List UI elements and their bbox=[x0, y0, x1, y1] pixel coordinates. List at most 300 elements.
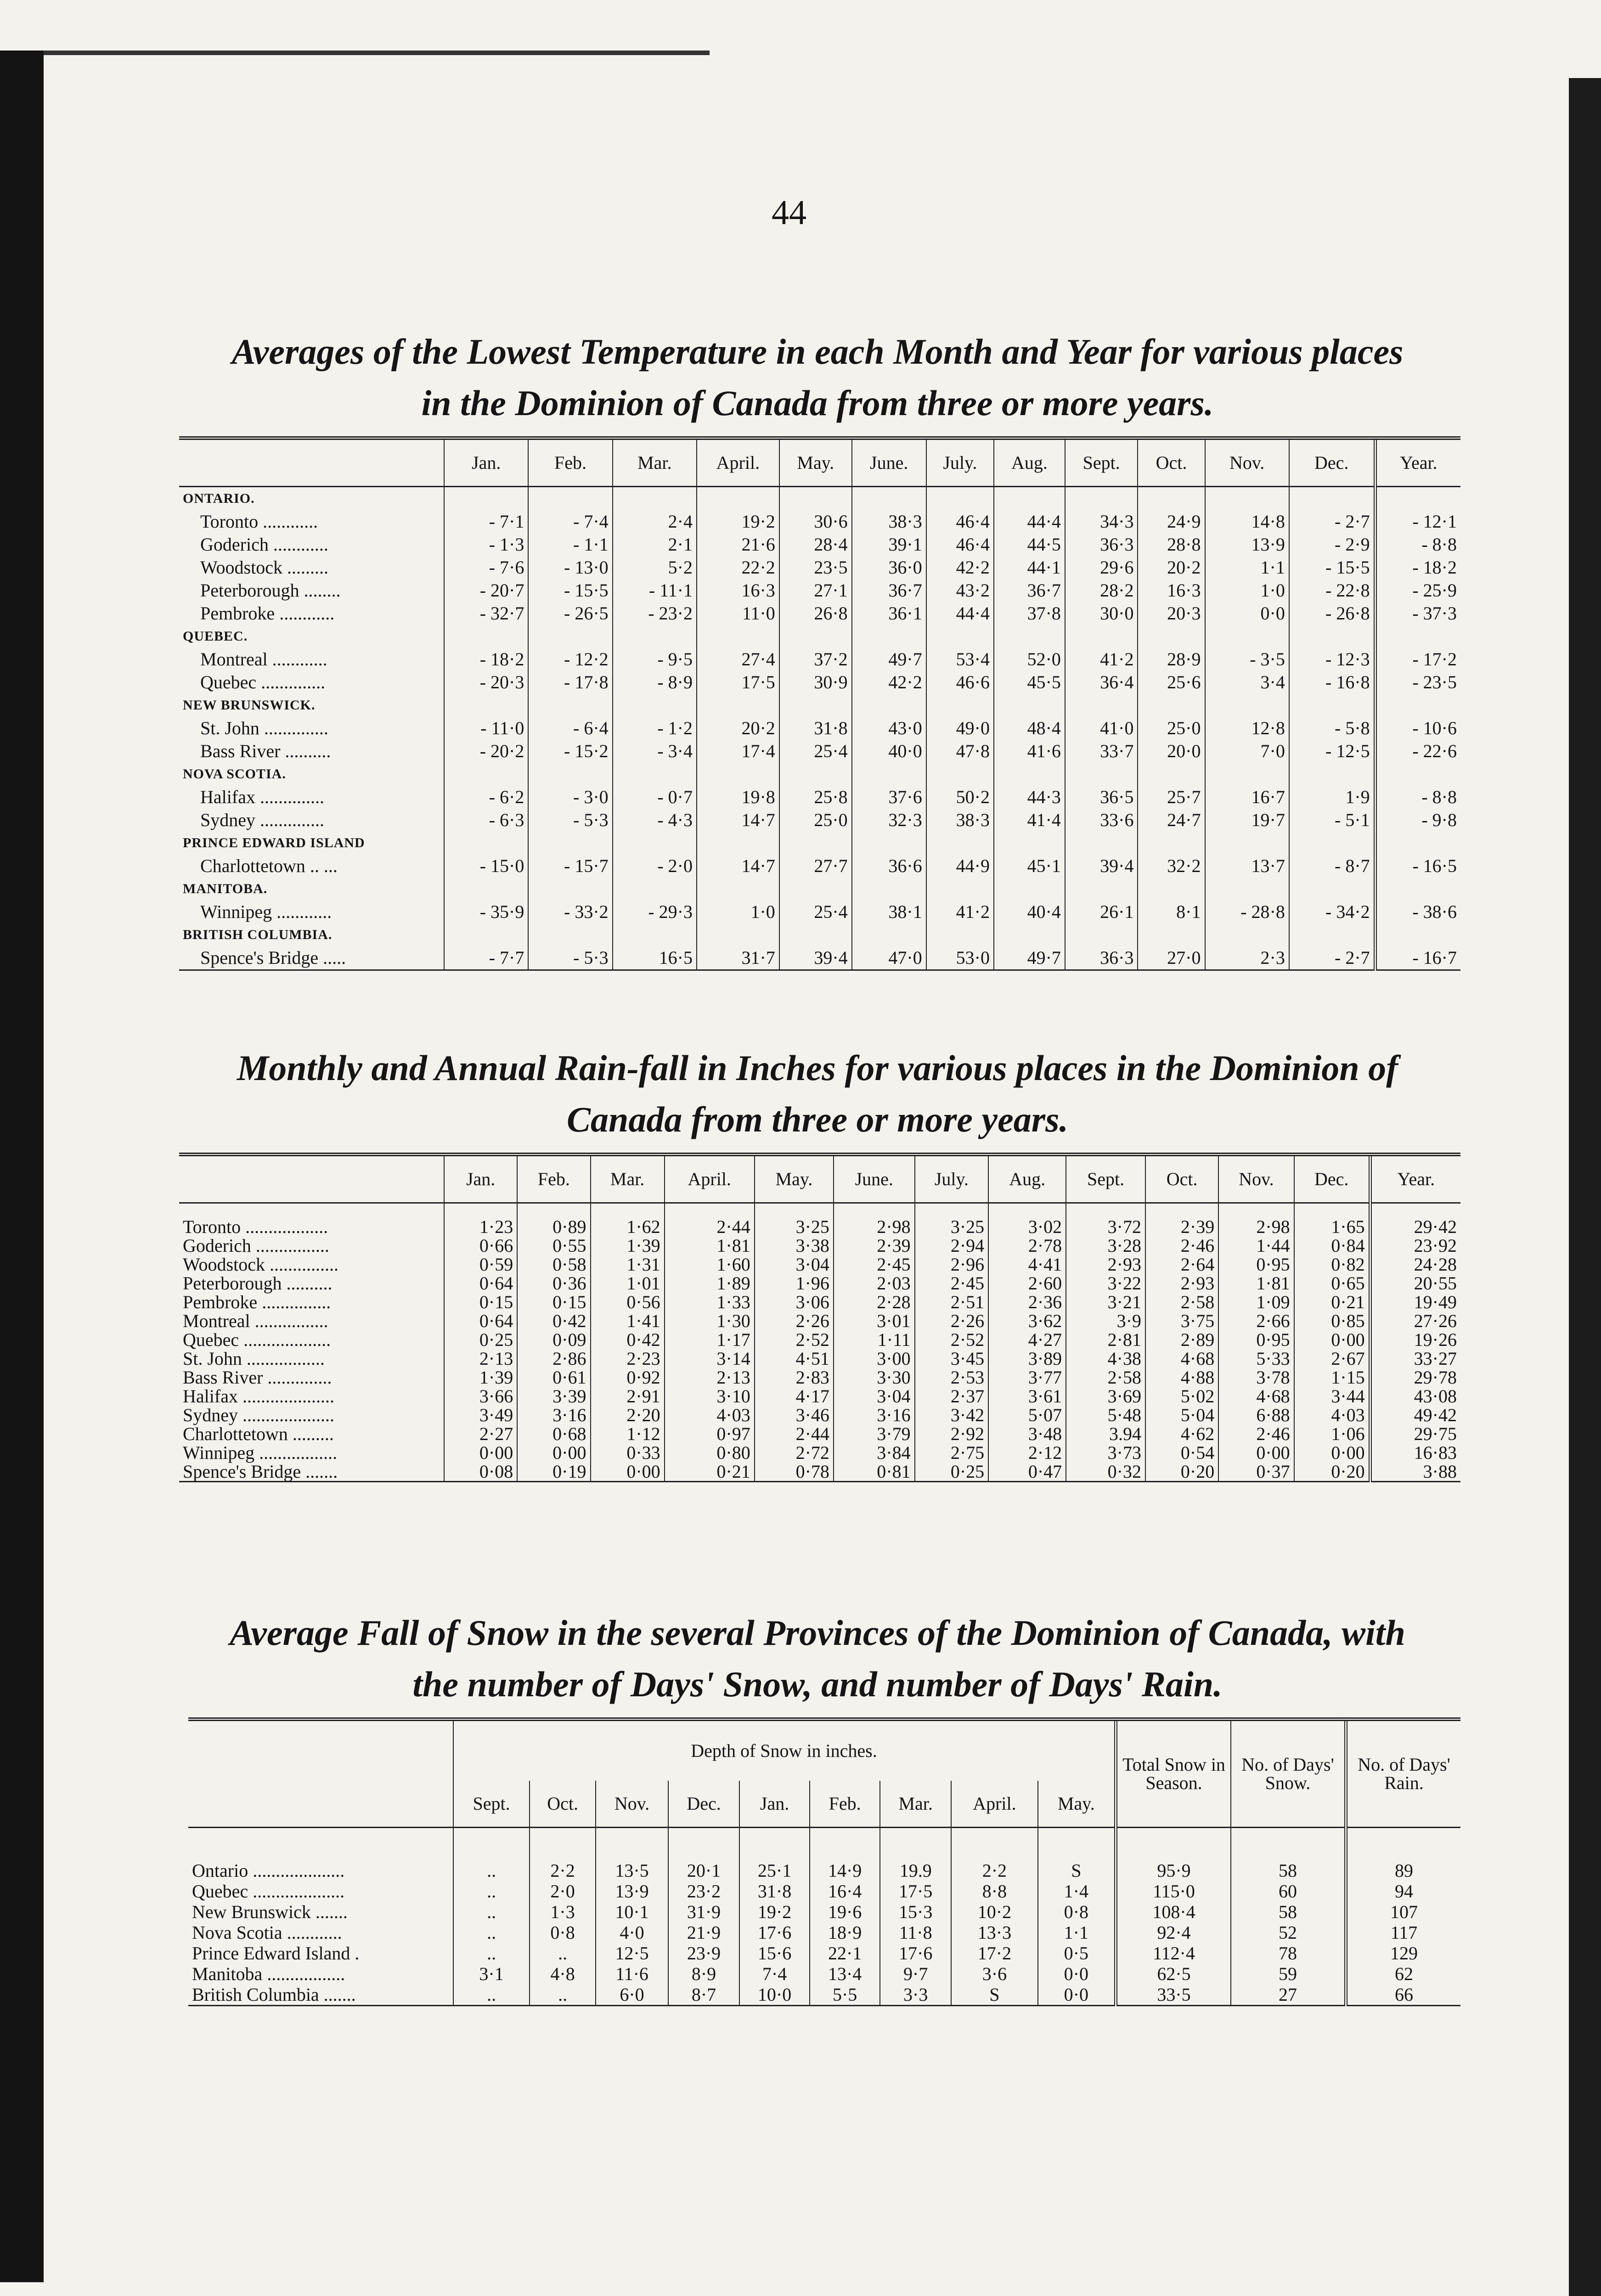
empty-cell bbox=[613, 625, 697, 648]
column-header: Oct. bbox=[1138, 438, 1205, 487]
empty-cell bbox=[852, 763, 926, 786]
value-cell: 0·20 bbox=[1145, 1462, 1218, 1482]
value-cell: 3·69 bbox=[1066, 1387, 1145, 1406]
value-cell: 0·47 bbox=[988, 1462, 1066, 1482]
region-row bbox=[179, 694, 1460, 717]
empty-cell bbox=[1375, 878, 1460, 900]
value-cell: 24·28 bbox=[1370, 1255, 1460, 1274]
value-cell: - 23·2 bbox=[613, 602, 697, 625]
value-cell: 2·64 bbox=[1145, 1255, 1218, 1274]
value-cell: 2·13 bbox=[444, 1349, 517, 1368]
value-cell: - 32·7 bbox=[444, 602, 528, 625]
value-cell: 18·9 bbox=[810, 1922, 880, 1943]
value-cell: 60 bbox=[1231, 1881, 1346, 1902]
value-cell: 2·45 bbox=[834, 1255, 915, 1274]
value-cell: 2·58 bbox=[1145, 1293, 1218, 1311]
value-cell: 31·7 bbox=[697, 946, 779, 970]
value-cell: 1·81 bbox=[1218, 1274, 1294, 1293]
value-cell: 5·33 bbox=[1218, 1349, 1294, 1368]
value-cell: 5·04 bbox=[1145, 1406, 1218, 1424]
value-cell: 3·42 bbox=[915, 1406, 989, 1424]
value-cell: 3·02 bbox=[988, 1203, 1066, 1237]
value-cell: 3·62 bbox=[988, 1311, 1066, 1330]
region-heading: BRITISH COLUMBIA. bbox=[183, 927, 333, 942]
value-cell: - 9·8 bbox=[1375, 809, 1460, 832]
value-cell: 8·8 bbox=[951, 1881, 1038, 1902]
value-cell: 36·7 bbox=[852, 579, 926, 602]
value-cell: 43·2 bbox=[926, 579, 994, 602]
value-cell: 31·8 bbox=[739, 1881, 810, 1902]
value-cell: 16·4 bbox=[810, 1881, 880, 1902]
column-header: Year. bbox=[1375, 438, 1460, 487]
value-cell: 2·96 bbox=[915, 1255, 989, 1274]
month-header: Jan. bbox=[739, 1781, 810, 1828]
column-header: Sept. bbox=[1065, 438, 1138, 487]
table-row bbox=[188, 1881, 1460, 1902]
value-cell: 14·8 bbox=[1205, 510, 1289, 533]
value-cell: 1·89 bbox=[665, 1274, 755, 1293]
empty-cell bbox=[528, 763, 612, 786]
table-row bbox=[179, 579, 1460, 602]
value-cell: 1·62 bbox=[591, 1203, 665, 1237]
value-cell: 1·23 bbox=[444, 1203, 517, 1237]
region-row bbox=[179, 625, 1460, 648]
value-cell: 0·64 bbox=[444, 1274, 517, 1293]
value-cell: 0·42 bbox=[591, 1330, 665, 1349]
value-cell: 3·01 bbox=[834, 1311, 915, 1330]
value-cell: 25·4 bbox=[779, 900, 852, 923]
value-cell: 0·65 bbox=[1294, 1274, 1370, 1293]
empty-cell bbox=[528, 487, 612, 511]
value-cell: - 17·2 bbox=[1375, 648, 1460, 671]
place-name: Bass River .............. bbox=[183, 1367, 332, 1388]
place-name: Bass River .......... bbox=[200, 741, 331, 761]
column-header: April. bbox=[697, 438, 779, 487]
place-name: Peterborough ........ bbox=[200, 580, 341, 601]
empty-cell bbox=[926, 763, 994, 786]
empty-cell bbox=[926, 487, 994, 511]
empty-cell bbox=[1289, 487, 1375, 511]
value-cell: 23·2 bbox=[668, 1881, 739, 1902]
value-cell: 2·78 bbox=[988, 1236, 1066, 1255]
empty-cell bbox=[779, 923, 852, 946]
value-cell: 17·6 bbox=[880, 1943, 951, 1964]
value-cell: 2·2 bbox=[530, 1828, 596, 1881]
value-cell: 2·39 bbox=[834, 1236, 915, 1255]
value-cell: 3·77 bbox=[988, 1368, 1066, 1387]
value-cell: 0·00 bbox=[591, 1462, 665, 1482]
value-cell: 43·0 bbox=[852, 717, 926, 740]
value-cell: 3·49 bbox=[444, 1406, 517, 1424]
value-cell: 3·00 bbox=[834, 1349, 915, 1368]
value-cell: - 18·2 bbox=[444, 648, 528, 671]
value-cell: 0·8 bbox=[530, 1922, 596, 1943]
empty-cell bbox=[1375, 487, 1460, 511]
value-cell: - 8·8 bbox=[1375, 786, 1460, 809]
value-cell: 1·0 bbox=[1205, 579, 1289, 602]
value-cell: 3·44 bbox=[1294, 1387, 1370, 1406]
empty-cell bbox=[779, 694, 852, 717]
value-cell: 2·81 bbox=[1066, 1330, 1145, 1349]
value-cell: - 2·7 bbox=[1289, 946, 1375, 970]
place-name: Quebec .................... bbox=[192, 1880, 345, 1902]
value-cell: 4·62 bbox=[1145, 1424, 1218, 1443]
table-row bbox=[179, 556, 1460, 579]
table-row bbox=[179, 809, 1460, 832]
value-cell: 0·95 bbox=[1218, 1255, 1294, 1274]
table-row bbox=[179, 717, 1460, 740]
value-cell: 3·88 bbox=[1370, 1462, 1460, 1482]
empty-cell bbox=[1289, 625, 1375, 648]
value-cell: 2·28 bbox=[834, 1293, 915, 1311]
empty-cell bbox=[1138, 923, 1205, 946]
value-cell: - 1·2 bbox=[613, 717, 697, 740]
value-cell: 45·5 bbox=[994, 671, 1065, 694]
value-cell: - 10·6 bbox=[1375, 717, 1460, 740]
value-cell: 31·8 bbox=[779, 717, 852, 740]
value-cell: - 7·6 bbox=[444, 556, 528, 579]
value-cell: 19·26 bbox=[1370, 1330, 1460, 1349]
value-cell: 3·10 bbox=[665, 1387, 755, 1406]
empty-cell bbox=[852, 832, 926, 855]
value-cell: 94 bbox=[1346, 1881, 1461, 1902]
empty-cell bbox=[779, 878, 852, 900]
value-cell: 5·02 bbox=[1145, 1387, 1218, 1406]
value-cell: 2·46 bbox=[1145, 1236, 1218, 1255]
value-cell: 78 bbox=[1231, 1943, 1346, 1964]
scan-top-edge bbox=[44, 51, 710, 55]
value-cell: 0·42 bbox=[517, 1311, 590, 1330]
place-name: Toronto ............ bbox=[200, 511, 318, 532]
column-header: May. bbox=[779, 438, 852, 487]
value-cell: - 4·3 bbox=[613, 809, 697, 832]
value-cell: 0·09 bbox=[517, 1330, 590, 1349]
empty-cell bbox=[926, 832, 994, 855]
table-row bbox=[179, 1387, 1460, 1406]
value-cell: 4·8 bbox=[530, 1964, 596, 1984]
value-cell: - 16·5 bbox=[1375, 855, 1460, 878]
place-header bbox=[188, 1719, 453, 1828]
value-cell: S bbox=[1038, 1828, 1116, 1881]
value-cell: 11·0 bbox=[697, 602, 779, 625]
value-cell: - 22·6 bbox=[1375, 740, 1460, 763]
value-cell: - 6·4 bbox=[528, 717, 612, 740]
value-cell: 4·38 bbox=[1066, 1349, 1145, 1368]
column-header: Mar. bbox=[613, 438, 697, 487]
value-cell: 0·08 bbox=[444, 1462, 517, 1482]
column-header: Feb. bbox=[528, 438, 612, 487]
value-cell: 17·2 bbox=[951, 1943, 1038, 1964]
value-cell: 0·15 bbox=[517, 1293, 590, 1311]
value-cell: - 22·8 bbox=[1289, 579, 1375, 602]
table-row bbox=[179, 855, 1460, 878]
value-cell: 28·2 bbox=[1065, 579, 1138, 602]
value-cell: 24·9 bbox=[1138, 510, 1205, 533]
empty-cell bbox=[444, 763, 528, 786]
value-cell: 14·9 bbox=[810, 1828, 880, 1881]
value-cell: 19·2 bbox=[697, 510, 779, 533]
month-header: Mar. bbox=[880, 1781, 951, 1828]
value-cell: 2·26 bbox=[755, 1311, 834, 1330]
value-cell: 44·9 bbox=[926, 855, 994, 878]
title-line: Monthly and Annual Rain-fall in Inches for various places in the Dominion of bbox=[237, 1048, 1398, 1088]
table-row bbox=[179, 1368, 1460, 1387]
empty-cell bbox=[1065, 487, 1138, 511]
empty-cell bbox=[852, 923, 926, 946]
value-cell: 16·3 bbox=[1138, 579, 1205, 602]
value-cell: 44·4 bbox=[926, 602, 994, 625]
value-cell: - 9·5 bbox=[613, 648, 697, 671]
value-cell: 8·1 bbox=[1138, 900, 1205, 923]
value-cell: 0·64 bbox=[444, 1311, 517, 1330]
table-row bbox=[179, 1255, 1460, 1274]
table-row bbox=[179, 1330, 1460, 1349]
value-cell: 36·6 bbox=[852, 855, 926, 878]
value-cell: 9·7 bbox=[880, 1964, 951, 1984]
snow-table-title bbox=[175, 1607, 1460, 1710]
value-cell: 3·25 bbox=[915, 1203, 989, 1237]
column-header: June. bbox=[852, 438, 926, 487]
table-row bbox=[179, 510, 1460, 533]
value-cell: .. bbox=[453, 1902, 530, 1922]
empty-cell bbox=[1205, 487, 1289, 511]
value-cell: 41·4 bbox=[994, 809, 1065, 832]
value-cell: 2·98 bbox=[1218, 1203, 1294, 1237]
value-cell: 46·6 bbox=[926, 671, 994, 694]
value-cell: 47·0 bbox=[852, 946, 926, 970]
empty-cell bbox=[1289, 763, 1375, 786]
empty-cell bbox=[779, 832, 852, 855]
value-cell: 2·93 bbox=[1145, 1274, 1218, 1293]
value-cell: 1·33 bbox=[665, 1293, 755, 1311]
value-cell: 0·89 bbox=[517, 1203, 590, 1237]
place-name: Winnipeg ................. bbox=[183, 1442, 338, 1463]
value-cell: 29·75 bbox=[1370, 1424, 1460, 1443]
region-row bbox=[179, 878, 1460, 900]
empty-cell bbox=[926, 878, 994, 900]
value-cell: 36·1 bbox=[852, 602, 926, 625]
value-cell: 2·2 bbox=[951, 1828, 1038, 1881]
place-name: Woodstock ............... bbox=[183, 1254, 338, 1275]
empty-cell bbox=[994, 832, 1065, 855]
value-cell: 27·7 bbox=[779, 855, 852, 878]
title-line: Canada from three or more years. bbox=[567, 1099, 1068, 1139]
value-cell: 30·0 bbox=[1065, 602, 1138, 625]
value-cell: 53·0 bbox=[926, 946, 994, 970]
column-header: Jan. bbox=[444, 438, 528, 487]
value-cell: 3·45 bbox=[915, 1349, 989, 1368]
empty-cell bbox=[697, 878, 779, 900]
place-name: Quebec ................... bbox=[183, 1329, 331, 1350]
empty-cell bbox=[444, 487, 528, 511]
value-cell: 13·5 bbox=[596, 1828, 668, 1881]
value-cell: 3·48 bbox=[988, 1424, 1066, 1443]
column-header: May. bbox=[755, 1154, 834, 1203]
table-row bbox=[179, 648, 1460, 671]
value-cell: 0·00 bbox=[517, 1443, 590, 1462]
place-name: Spence's Bridge ..... bbox=[200, 947, 346, 968]
value-cell: 49·0 bbox=[926, 717, 994, 740]
value-cell: 25·7 bbox=[1138, 786, 1205, 809]
value-cell: 0·58 bbox=[517, 1255, 590, 1274]
value-cell: 3·06 bbox=[755, 1293, 834, 1311]
table-row bbox=[179, 946, 1460, 970]
table-row bbox=[179, 1406, 1460, 1424]
place-name: Montreal ............ bbox=[200, 649, 327, 670]
empty-cell bbox=[697, 625, 779, 648]
value-cell: 22·2 bbox=[697, 556, 779, 579]
empty-cell bbox=[852, 694, 926, 717]
value-cell: 3·22 bbox=[1066, 1274, 1145, 1293]
value-cell: - 8·8 bbox=[1375, 533, 1460, 556]
table-row bbox=[179, 1311, 1460, 1330]
title-line: Average Fall of Snow in the several Provinces of the Dominion of Canada, with bbox=[230, 1613, 1405, 1653]
place-name: Nova Scotia ............ bbox=[192, 1922, 342, 1943]
value-cell: - 17·8 bbox=[528, 671, 612, 694]
value-cell: - 12·2 bbox=[528, 648, 612, 671]
value-cell: - 37·3 bbox=[1375, 602, 1460, 625]
value-cell: 2·39 bbox=[1145, 1203, 1218, 1237]
value-cell: - 8·7 bbox=[1289, 855, 1375, 878]
value-cell: 2·46 bbox=[1218, 1424, 1294, 1443]
empty-cell bbox=[528, 923, 612, 946]
place-name: Sydney .................... bbox=[183, 1404, 334, 1425]
value-cell: 21·6 bbox=[697, 533, 779, 556]
value-cell: - 35·9 bbox=[444, 900, 528, 923]
value-cell: 2·91 bbox=[591, 1387, 665, 1406]
value-cell: 39·1 bbox=[852, 533, 926, 556]
value-cell: 17·4 bbox=[697, 740, 779, 763]
table-row bbox=[188, 1964, 1460, 1984]
value-cell: 19·6 bbox=[810, 1902, 880, 1922]
value-cell: - 15·5 bbox=[1289, 556, 1375, 579]
empty-cell bbox=[852, 878, 926, 900]
value-cell: 20·1 bbox=[668, 1828, 739, 1881]
empty-cell bbox=[1065, 878, 1138, 900]
value-cell: 1·65 bbox=[1294, 1203, 1370, 1237]
value-cell: 49·7 bbox=[852, 648, 926, 671]
value-cell: 41·2 bbox=[1065, 648, 1138, 671]
column-header: Dec. bbox=[1294, 1154, 1370, 1203]
value-cell: 16·5 bbox=[613, 946, 697, 970]
value-cell: - 12·5 bbox=[1289, 740, 1375, 763]
empty-cell bbox=[444, 832, 528, 855]
value-cell: 21·9 bbox=[668, 1922, 739, 1943]
column-header: Feb. bbox=[517, 1154, 590, 1203]
column-header: June. bbox=[834, 1154, 915, 1203]
value-cell: 41·0 bbox=[1065, 717, 1138, 740]
value-cell: 3·30 bbox=[834, 1368, 915, 1387]
value-cell: 5·48 bbox=[1066, 1406, 1145, 1424]
value-cell: 2·13 bbox=[665, 1368, 755, 1387]
empty-cell bbox=[1065, 832, 1138, 855]
empty-cell bbox=[1375, 832, 1460, 855]
value-cell: 3·16 bbox=[517, 1406, 590, 1424]
empty-cell bbox=[779, 763, 852, 786]
column-header: July. bbox=[926, 438, 994, 487]
value-cell: 41·6 bbox=[994, 740, 1065, 763]
value-cell: 0·97 bbox=[665, 1424, 755, 1443]
value-cell: 1·1 bbox=[1205, 556, 1289, 579]
value-cell: - 20·7 bbox=[444, 579, 528, 602]
value-cell: - 15·7 bbox=[528, 855, 612, 878]
value-cell: 5·5 bbox=[810, 1984, 880, 2006]
value-cell: 4·41 bbox=[988, 1255, 1066, 1274]
empty-cell bbox=[697, 763, 779, 786]
value-cell: 10·1 bbox=[596, 1902, 668, 1922]
value-cell: .. bbox=[453, 1881, 530, 1902]
value-cell: 59 bbox=[1231, 1964, 1346, 1984]
value-cell: 95·9 bbox=[1116, 1828, 1231, 1881]
value-cell: 13·4 bbox=[810, 1964, 880, 1984]
empty-cell bbox=[1138, 694, 1205, 717]
value-cell: - 7·1 bbox=[444, 510, 528, 533]
page-number: 44 bbox=[772, 193, 806, 232]
value-cell: 3·21 bbox=[1066, 1293, 1145, 1311]
value-cell: 3·25 bbox=[755, 1203, 834, 1237]
empty-cell bbox=[613, 694, 697, 717]
value-cell: 115·0 bbox=[1116, 1881, 1231, 1902]
value-cell: 3·16 bbox=[834, 1406, 915, 1424]
value-cell: 27·4 bbox=[697, 648, 779, 671]
value-cell: .. bbox=[453, 1984, 530, 2006]
value-cell: 22·1 bbox=[810, 1943, 880, 1964]
value-cell: 3·14 bbox=[665, 1349, 755, 1368]
value-cell: 2·94 bbox=[915, 1236, 989, 1255]
month-header: Sept. bbox=[453, 1781, 530, 1828]
value-cell: 37·6 bbox=[852, 786, 926, 809]
value-cell: - 11·0 bbox=[444, 717, 528, 740]
empty-cell bbox=[1205, 923, 1289, 946]
value-cell: 1·31 bbox=[591, 1255, 665, 1274]
value-cell: 52 bbox=[1231, 1922, 1346, 1943]
column-header: Oct. bbox=[1145, 1154, 1218, 1203]
value-cell: 4·03 bbox=[1294, 1406, 1370, 1424]
value-cell: 0·25 bbox=[444, 1330, 517, 1349]
value-cell: - 16·7 bbox=[1375, 946, 1460, 970]
value-cell: 13·9 bbox=[1205, 533, 1289, 556]
place-name: Quebec .............. bbox=[200, 672, 326, 692]
value-cell: 37·2 bbox=[779, 648, 852, 671]
value-cell: 37·8 bbox=[994, 602, 1065, 625]
value-cell: 49·7 bbox=[994, 946, 1065, 970]
empty-cell bbox=[779, 625, 852, 648]
empty-cell bbox=[852, 625, 926, 648]
value-cell: 45·1 bbox=[994, 855, 1065, 878]
value-cell: 20·0 bbox=[1138, 740, 1205, 763]
month-header: Oct. bbox=[530, 1781, 596, 1828]
empty-cell bbox=[1138, 763, 1205, 786]
value-cell: 0·00 bbox=[1294, 1330, 1370, 1349]
value-cell: 44·4 bbox=[994, 510, 1065, 533]
value-cell: 39·4 bbox=[779, 946, 852, 970]
value-cell: 3.94 bbox=[1066, 1424, 1145, 1443]
empty-cell bbox=[1065, 763, 1138, 786]
value-cell: 36·3 bbox=[1065, 533, 1138, 556]
value-cell: 1·39 bbox=[591, 1236, 665, 1255]
value-cell: 3·1 bbox=[453, 1964, 530, 1984]
value-cell: 117 bbox=[1346, 1922, 1461, 1943]
table-row bbox=[188, 1943, 1460, 1964]
value-cell: 38·1 bbox=[852, 900, 926, 923]
value-cell: 3·79 bbox=[834, 1424, 915, 1443]
value-cell: 3·38 bbox=[755, 1236, 834, 1255]
value-cell: 32·2 bbox=[1138, 855, 1205, 878]
table-header-row bbox=[188, 1719, 1460, 1781]
value-cell: 1·17 bbox=[665, 1330, 755, 1349]
value-cell: 16·83 bbox=[1370, 1443, 1460, 1462]
value-cell: - 5·1 bbox=[1289, 809, 1375, 832]
